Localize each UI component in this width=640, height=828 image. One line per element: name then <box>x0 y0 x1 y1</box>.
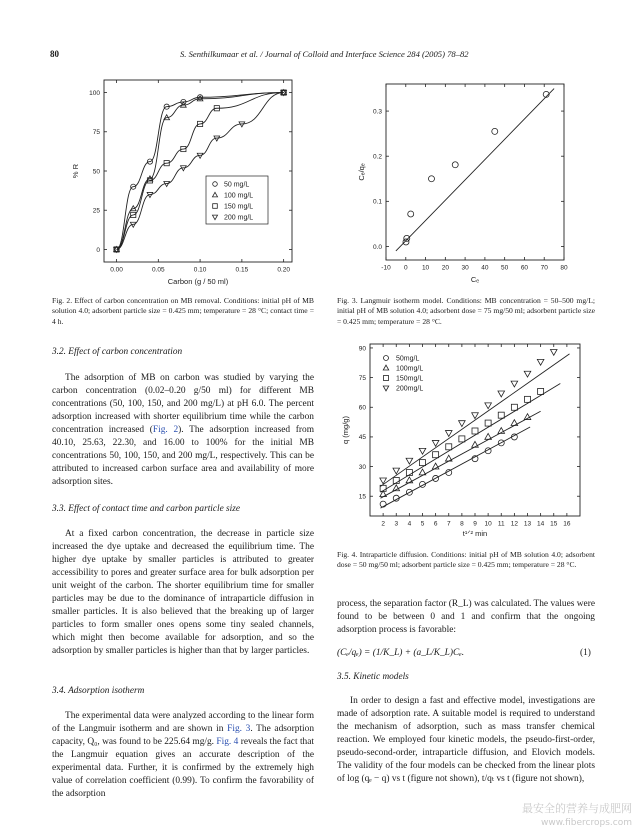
data-point <box>550 350 557 356</box>
x-tick-label: 9 <box>473 520 477 528</box>
watermark-text: 最安全的营养与成肥网 <box>522 802 632 815</box>
legend-marker <box>383 386 389 391</box>
data-point <box>485 420 491 426</box>
data-point <box>408 211 414 217</box>
x-tick-label: 16 <box>563 520 571 528</box>
section-3-4-paragraph: The experimental data were analyzed according to the linear form of the Langmuir isotherm and are shown in Fig. 3. The adsorption capacity, Q₀, was found to be 225.64 mg/g. Fig. 4 reveals the fact that the Langmuir equation gives an accurate description of the experimental data. Further, it is confirmed by the extremely high value of correlation coefficient (0.99). To confirm the favorability of the adsorption <box>52 711 315 799</box>
legend-label: 150mg/L <box>396 375 424 383</box>
x-tick-label: 0.05 <box>151 266 165 274</box>
x-tick-label: 4 <box>407 520 412 528</box>
data-point <box>433 452 439 458</box>
data-point <box>492 128 498 134</box>
legend-label: 50mg/L <box>396 355 420 363</box>
legend-marker <box>212 192 217 196</box>
data-point <box>428 176 434 182</box>
y-tick-label: 75 <box>92 129 100 137</box>
y-tick-label: 0.3 <box>372 108 382 116</box>
y-tick-label: 100 <box>89 89 100 97</box>
x-tick-label: 14 <box>537 520 545 528</box>
running-title: S. Senthilkumaar et al. / Journal of Colloid and Interface Science 284 (2005) 78–82 <box>180 49 469 59</box>
x-tick-label: 0.00 <box>110 266 123 274</box>
legend-marker <box>384 356 389 361</box>
y-tick-label: 25 <box>92 207 100 215</box>
x-tick-label: 7 <box>446 520 451 528</box>
x-tick-label: 30 <box>461 264 469 272</box>
legend-label: 150 mg/L <box>224 203 254 211</box>
y-tick-label: 0.0 <box>372 243 382 251</box>
data-point <box>498 391 505 397</box>
x-tick-label: 13 <box>523 520 532 528</box>
x-tick-label: 70 <box>540 264 548 272</box>
series-curve <box>117 93 284 250</box>
fit-line <box>381 384 561 493</box>
data-point <box>511 381 518 387</box>
section-3-3-paragraph: At a fixed carbon concentration, the decrease in particle size increased the dye uptake and decreased the equilibrium time. The higher dye uptake by smaller particles is attributed to greater accessibility to pores and greater surface area for bulk adsorption per unit weight of the carbon. The shorter equilibrium time for smaller particles may be due to the dominance of intraparticle diffusion in smaller particles. It is also believed that the breaking up of larger particles to form smaller ones opens some tiny sealed channels, which might then become available for adsorption, and so the adsorption by smaller particles is higher than that by larger particles. <box>52 529 314 656</box>
y-tick-label: 45 <box>358 434 366 442</box>
fit-line <box>381 354 570 486</box>
data-point <box>472 413 479 419</box>
data-point <box>406 477 413 483</box>
figure-4-caption: Fig. 4. Intraparticle diffusion. Conditions: initial pH of MB solution 4.0; adsorbent dose = 50 mg/50 ml; adsorbent particle size = 0.425 mm; temperature = 28 °C. <box>337 550 595 570</box>
series-curve <box>117 93 284 250</box>
data-point <box>537 359 544 365</box>
x-tick-label: 5 <box>420 520 425 528</box>
y-tick-label: 0 <box>96 246 100 254</box>
legend-marker <box>383 365 389 370</box>
x-tick-label: 12 <box>510 520 518 528</box>
figure-4-chart <box>340 338 588 542</box>
equation-1: (Cₑ/qₑ) = (1/K_L) + (a_L/K_L)Cₑ. <box>337 648 465 658</box>
legend-marker <box>213 204 218 209</box>
x-tick-label: 0 <box>403 264 408 272</box>
data-point <box>459 421 466 427</box>
fig-4-link[interactable]: Fig. 4 <box>216 737 239 747</box>
figure-3-caption: Fig. 3. Langmuir isotherm model. Conditions: MB concentration = 50–500 mg/L; initial pH of MB solution 4.0; adsorbent dose = 75 mg/50 ml; adsorbent particle size = 0.425 mm; temperature = 28 °C. <box>337 296 595 326</box>
x-tick-label: 50 <box>501 264 509 272</box>
x-tick-label: 60 <box>520 264 529 272</box>
x-axis-label: Cₑ <box>470 275 480 284</box>
section-3-3-heading: 3.3. Effect of contact time and carbon particle size <box>52 504 240 514</box>
x-tick-label: 0.15 <box>235 266 249 274</box>
y-tick-label: 60 <box>358 404 366 412</box>
y-tick-label: 15 <box>358 493 366 501</box>
equation-number: (1) <box>580 648 591 658</box>
x-tick-label: 80 <box>560 264 568 272</box>
data-point <box>511 404 517 410</box>
section-3-2-paragraph: The adsorption of MB on carbon was studied by varying the carbon concentration (0.02–0.20 g/50 ml) for different MB concentrations (50, 100, 150, and 200 mg/L) at pH 6.0. The percent adsorption increased with shorter equilibrium time while the carbon concentration increased (Fig. 2). The adsorption increased from 40.10, 25.63, 22.30, and 16.00 to 100% for the initial MB concentrations 50, 100, 150, and 200 mg/L, respectively. This can be attributed to increased carbon surface area and availability of more adsorption sites. <box>52 373 314 487</box>
y-tick-label: 50 <box>92 168 100 176</box>
x-tick-label: 0.10 <box>193 266 207 274</box>
legend-label: 200mg/L <box>396 385 424 393</box>
data-point <box>524 371 531 377</box>
series-curve <box>117 93 284 250</box>
section-3-2-heading: 3.2. Effect of carbon concentration <box>52 347 183 357</box>
data-point <box>459 436 465 442</box>
data-point <box>485 403 492 409</box>
x-tick-label: 6 <box>433 520 438 528</box>
fit-line <box>381 427 531 508</box>
data-point <box>538 388 544 394</box>
data-point <box>393 468 400 474</box>
y-tick-label: 0.2 <box>372 153 382 161</box>
fig-3-link[interactable]: Fig. 3 <box>227 724 251 734</box>
data-point <box>498 412 504 418</box>
x-tick-label: 11 <box>497 520 505 528</box>
x-tick-label: 8 <box>460 520 464 528</box>
section-3-4-heading: 3.4. Adsorption isotherm <box>52 686 145 696</box>
legend-label: 50 mg/L <box>224 181 250 189</box>
x-tick-label: 40 <box>481 264 489 272</box>
legend-marker <box>212 215 217 219</box>
legend-label: 100mg/L <box>396 365 424 373</box>
x-axis-label: Carbon (g / 50 ml) <box>167 277 229 286</box>
data-point <box>432 440 439 446</box>
y-tick-label: 30 <box>358 463 366 471</box>
data-point <box>472 441 479 447</box>
x-tick-label: 10 <box>484 520 492 528</box>
y-axis-label: q (mg/g) <box>341 416 350 444</box>
figure-2-caption: Fig. 2. Effect of carbon concentration on MB removal. Conditions: initial pH of MB solution 4.0; adsorbent particle size = 0.425 mm; temperature = 28 °C; contact time = 4 h. <box>52 296 314 326</box>
legend-label: 200 mg/L <box>224 214 254 222</box>
section-3-5-paragraph: In order to design a fast and effective model, investigations are made of adsorption rate. A suitable model is required to understand the mechanism of adsorption, such as mass transfer chemical reaction. We employed four kinetic models, the pseudo-first-order, pseudo-second-order, intraparticle diffusion, and Elovich models. The validity of the four models can be checked from the linear plots of log (qₑ − q) vs t (figure not shown), t/qₜ vs t (figure not shown), <box>337 696 595 784</box>
y-tick-label: 90 <box>358 345 366 353</box>
y-tick-label: 75 <box>358 374 366 382</box>
data-point <box>420 460 426 466</box>
data-point <box>472 428 478 434</box>
x-tick-label: 10 <box>421 264 430 272</box>
x-axis-label: t¹ᐟ² min <box>462 529 488 538</box>
section-3-5-heading: 3.5. Kinetic models <box>337 672 409 682</box>
data-point <box>445 431 452 437</box>
data-point <box>406 458 413 464</box>
x-tick-label: 3 <box>394 520 399 528</box>
right-column-continuation: process, the separation factor (R_L) was calculated. The values were found to be between 0 and 1 and confirm that the ongoing adsorption process is favorable: <box>337 599 595 635</box>
legend-marker <box>384 376 389 381</box>
series-curve <box>117 93 284 250</box>
data-point <box>419 448 426 454</box>
y-axis-label: % R <box>71 163 80 179</box>
x-tick-label: 2 <box>381 520 385 528</box>
figure-2-chart <box>60 74 300 288</box>
figure-3-chart <box>357 78 576 288</box>
fit-line <box>396 89 554 251</box>
watermark-url: www.fibercrops.com <box>541 818 632 828</box>
data-point <box>525 396 531 402</box>
fig-2-link[interactable]: Fig. 2 <box>152 425 179 435</box>
y-axis-label: Cₑ/qₑ <box>357 163 366 181</box>
data-point <box>452 162 458 168</box>
legend-marker <box>213 182 218 187</box>
page-number: 80 <box>50 49 59 59</box>
y-tick-label: 0.1 <box>372 198 382 206</box>
x-tick-label: -10 <box>381 264 391 272</box>
x-tick-label: 0.20 <box>277 266 290 274</box>
legend-label: 100 mg/L <box>224 192 254 200</box>
x-tick-label: 20 <box>441 264 449 272</box>
data-point <box>446 444 452 450</box>
x-tick-label: 15 <box>550 520 558 528</box>
